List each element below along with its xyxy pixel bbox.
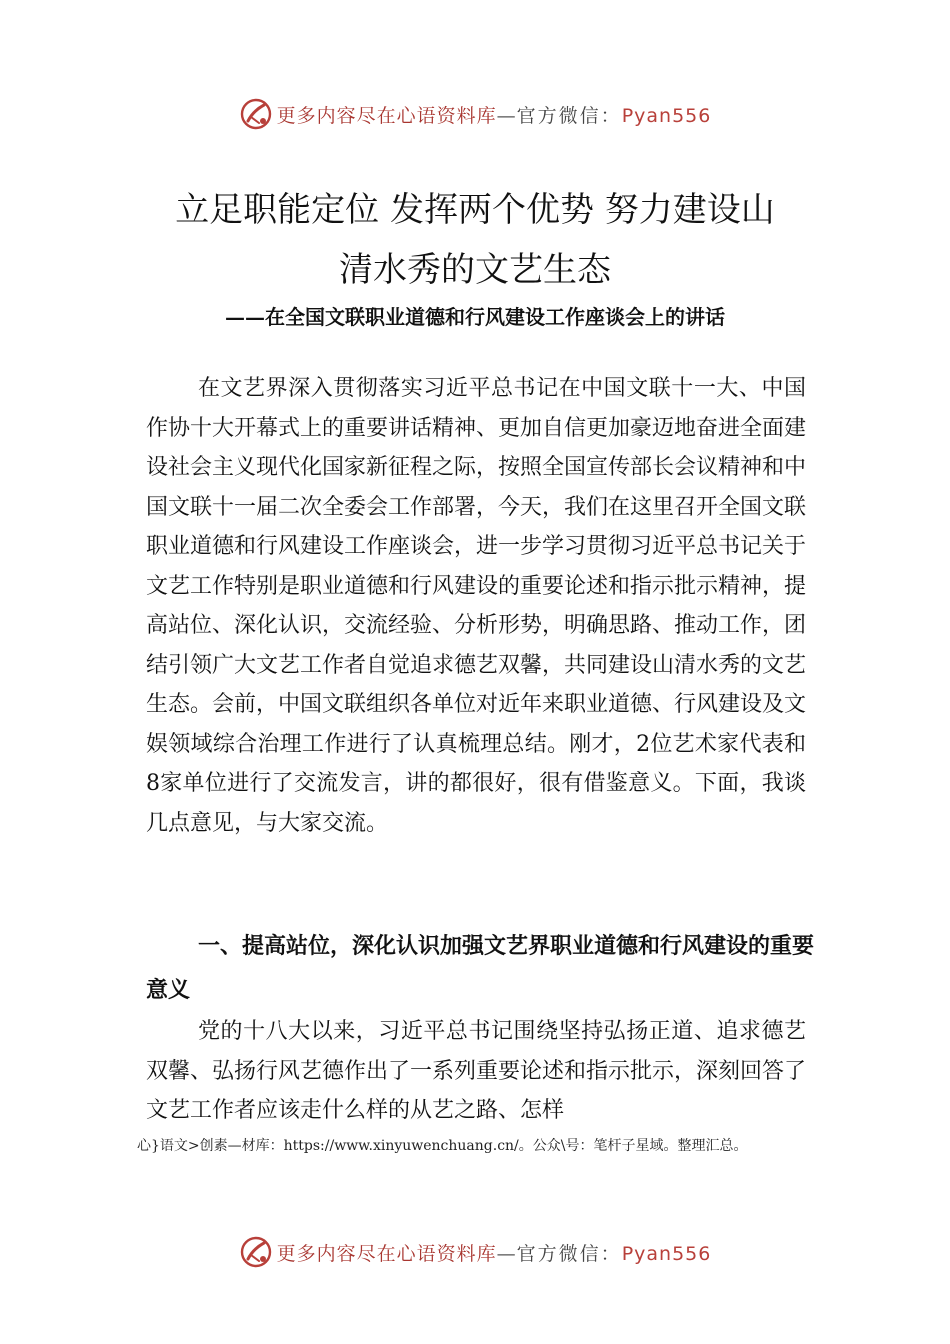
banner-dash: — bbox=[496, 104, 517, 127]
banner-dash: — bbox=[496, 1242, 517, 1265]
banner-brand: 更多内容尽在心语资料库 bbox=[276, 104, 497, 127]
top-banner bbox=[0, 94, 950, 134]
source-footnote: 心}语文>创素—材库：https://www.xinyuwenchuang.cn/。公众\号：笔杆子星域。整理汇总。 bbox=[137, 1138, 748, 1154]
brush-seal-logo-icon bbox=[239, 1235, 273, 1269]
banner-wechat-id: Pyan556 bbox=[621, 104, 712, 127]
paragraph-section-1: 党的十八大以来，习近平总书记围绕坚持弘扬正道、追求德艺双馨、弘扬行风艺德作出了一系列重要论述和指示批示，深刻回答了文艺工作者应该走什么样的从艺之路、怎样 bbox=[146, 1019, 806, 1123]
paragraph-intro: 在文艺界深入贯彻落实习近平总书记在中国文联十一大、中国作协十大开幕式上的重要讲话精神、更加自信更加豪迈地奋进全面建设社会主义现代化国家新征程之际，按照全国宣传部长会议精神和中国文联十一届二次全委会工作部署，今天，我们在这里召开全国文联职业道德和行风建设工作座谈会，进一步学习贯彻习近平总书记关于文艺工作特别是职业道德和行风建设的重要论述和指示批示精神，提高站位、深化认识，交流经验、分析形势，明确思路、推动工作，团结引领广大文艺工作者自觉追求德艺双馨，共同建设山清水秀的文艺生态。会前，中国文联组织各单位对近年来职业道德、行风建设及文娱领域综合治理工作进行了认真梳理总结。刚才，2位艺术家代表和 8家单位进行了交流发言，讲的都很好，很有借鉴意义。下面，我谈几点意见，与大家交流。 bbox=[146, 376, 807, 836]
section-heading-1: 一、提高站位，深化认识加强文艺界职业道德和行风建设的重要意义 bbox=[146, 934, 815, 1003]
banner-text bbox=[277, 101, 712, 128]
brush-seal-logo-icon bbox=[239, 97, 273, 131]
banner-wechat-label: 官方微信： bbox=[516, 104, 622, 127]
document-subtitle: ——在全国文联职业道德和行风建设工作座谈会上的讲话 bbox=[225, 305, 725, 329]
bottom-banner bbox=[0, 1232, 950, 1272]
document-title-line-1: 立足职能定位 发挥两个优势 努力建设山 bbox=[175, 190, 775, 230]
banner-wechat-id: Pyan556 bbox=[621, 1242, 712, 1265]
banner-brand: 更多内容尽在心语资料库 bbox=[276, 1242, 497, 1265]
banner-wechat-label: 官方微信： bbox=[516, 1242, 622, 1265]
document-title-line-2: 清水秀的文艺生态 bbox=[339, 250, 611, 290]
banner-text bbox=[277, 1239, 712, 1266]
